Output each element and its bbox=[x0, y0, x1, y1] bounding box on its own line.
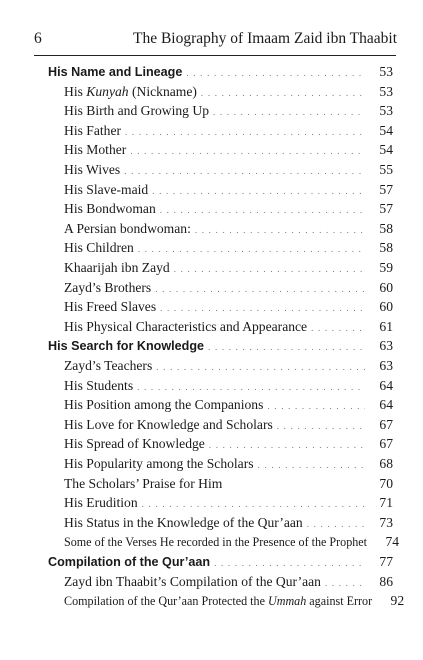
dot-leader bbox=[155, 284, 365, 294]
toc-entry-title: The Scholars’ Praise for Him bbox=[64, 475, 223, 491]
toc-section-entry bbox=[48, 554, 393, 573]
toc-page-number: 60 bbox=[379, 299, 393, 315]
dot-leader bbox=[160, 303, 365, 313]
toc-page-number: 54 bbox=[379, 142, 393, 158]
dot-leader bbox=[201, 88, 365, 98]
toc-entry bbox=[64, 260, 393, 279]
dot-leader bbox=[142, 499, 365, 509]
toc-entry-title: Compilation of the Qur’aan Protected the Ummah against Error bbox=[64, 594, 373, 609]
toc-page-number: 59 bbox=[379, 260, 393, 275]
toc-entry-title: His Students bbox=[64, 377, 134, 393]
toc-entry-title: His Search for Knowledge bbox=[48, 339, 205, 354]
toc-entry-title: His Erudition bbox=[64, 495, 138, 511]
toc-entry bbox=[64, 574, 393, 593]
toc-page-number: 67 bbox=[379, 436, 393, 452]
toc-entry-title: His Popularity among the Scholars bbox=[64, 456, 254, 471]
dot-leader bbox=[130, 146, 365, 156]
toc-page-number: 86 bbox=[379, 573, 393, 589]
toc-page-number: 73 bbox=[379, 514, 393, 530]
toc-page-number: 64 bbox=[379, 377, 393, 393]
toc-page-number: 63 bbox=[379, 358, 393, 373]
toc-entry bbox=[64, 397, 393, 416]
dot-leader bbox=[137, 382, 365, 392]
toc-entry-title: His Birth and Growing Up bbox=[64, 103, 209, 119]
toc-entry-title: Zayd’s Teachers bbox=[64, 358, 153, 373]
toc-entry bbox=[64, 280, 393, 299]
dot-leader bbox=[258, 460, 365, 470]
toc-entry bbox=[64, 84, 393, 103]
dot-leader bbox=[156, 362, 365, 372]
toc-page-number: 58 bbox=[379, 240, 393, 256]
dot-leader bbox=[214, 558, 365, 568]
toc-entry-title: His Children bbox=[64, 240, 134, 256]
toc-page-number: 53 bbox=[379, 64, 393, 79]
toc-entry-title: Zayd ibn Thaabit’s Compilation of the Qur’aan bbox=[64, 573, 321, 589]
toc-entry-title: His Wives bbox=[64, 162, 121, 177]
toc-entry bbox=[64, 103, 393, 122]
toc-entry bbox=[64, 123, 393, 142]
toc-page-number: 57 bbox=[379, 181, 393, 197]
toc-entry-title: His Kunyah (Nickname) bbox=[64, 83, 197, 99]
toc-page-number: 74 bbox=[385, 534, 400, 550]
toc-entry bbox=[64, 436, 393, 455]
toc-entry bbox=[64, 319, 393, 338]
toc-entry bbox=[64, 476, 393, 495]
toc-page-number: 61 bbox=[379, 318, 393, 334]
toc-entry bbox=[64, 417, 393, 436]
toc-page-number: 60 bbox=[379, 279, 393, 295]
toc-entry bbox=[64, 142, 393, 161]
toc-section-entry bbox=[48, 338, 393, 357]
dot-leader bbox=[209, 440, 365, 450]
toc-entry-title: His Physical Characteristics and Appearance bbox=[64, 318, 308, 334]
dot-leader bbox=[124, 166, 365, 176]
toc-entry bbox=[64, 299, 393, 318]
toc-entry-title: His Bondwoman bbox=[64, 201, 156, 217]
toc-entry-title: His Slave-maid bbox=[64, 181, 149, 197]
toc-entry-title: His Freed Slaves bbox=[64, 299, 157, 315]
toc-section-entry bbox=[48, 64, 393, 83]
toc-page-number: 54 bbox=[379, 122, 393, 138]
toc-entry-title: Zayd’s Brothers bbox=[64, 279, 152, 295]
dot-leader bbox=[277, 421, 365, 431]
toc-entry-title: His Name and Lineage bbox=[48, 65, 183, 79]
toc-entry bbox=[64, 495, 393, 514]
toc-page-number: 64 bbox=[379, 397, 393, 413]
toc-page-number: 53 bbox=[379, 103, 393, 119]
dot-leader bbox=[213, 107, 365, 117]
dot-leader bbox=[125, 127, 365, 137]
toc-entry bbox=[64, 358, 393, 377]
toc-entry-title: His Mother bbox=[64, 142, 127, 158]
page-header bbox=[0, 30, 423, 52]
dot-leader bbox=[152, 186, 365, 196]
toc-page-number: 58 bbox=[379, 220, 393, 236]
dot-leader bbox=[138, 244, 365, 254]
dot-leader bbox=[307, 519, 365, 529]
toc-entry-title: His Love for Knowledge and Scholars bbox=[64, 416, 273, 432]
toc-page-number: 55 bbox=[379, 162, 393, 177]
page-number: 6 bbox=[34, 30, 42, 47]
toc-entry bbox=[64, 456, 393, 475]
toc-page-number: 92 bbox=[390, 593, 405, 609]
toc-entry bbox=[64, 221, 393, 240]
toc-entry-title: A Persian bondwoman: bbox=[64, 220, 191, 236]
dot-leader bbox=[186, 68, 365, 78]
toc-entry bbox=[64, 515, 393, 534]
toc-entry-title: His Father bbox=[64, 122, 122, 138]
dot-leader bbox=[195, 225, 365, 235]
toc-page-number: 70 bbox=[379, 475, 393, 491]
toc-entry bbox=[64, 162, 393, 181]
toc-entry-title: Some of the Verses He recorded in the Presence of the Prophet bbox=[64, 535, 368, 550]
toc-entry bbox=[64, 593, 405, 612]
dot-leader bbox=[208, 342, 365, 352]
dot-leader bbox=[267, 401, 365, 411]
header-rule bbox=[34, 55, 396, 56]
dot-leader bbox=[160, 205, 365, 215]
toc-page-number: 57 bbox=[379, 201, 393, 217]
dot-leader bbox=[311, 323, 365, 333]
toc-entry bbox=[64, 378, 393, 397]
toc-entry bbox=[64, 201, 393, 220]
dot-leader bbox=[174, 264, 365, 274]
toc-page-number: 63 bbox=[379, 338, 393, 354]
toc-entry bbox=[64, 534, 400, 553]
toc-entry-title: Compilation of the Qur’aan bbox=[48, 555, 211, 569]
toc-page-number: 71 bbox=[379, 495, 393, 511]
toc-entry bbox=[64, 240, 393, 259]
toc-entry-title: His Spread of Knowledge bbox=[64, 436, 205, 452]
toc-page-number: 68 bbox=[379, 456, 393, 471]
toc-entry-title: Khaarijah ibn Zayd bbox=[64, 260, 170, 275]
toc-entry bbox=[64, 182, 393, 201]
toc-page-number: 53 bbox=[379, 83, 393, 99]
toc-page-number: 67 bbox=[379, 416, 393, 432]
dot-leader bbox=[325, 578, 365, 588]
toc-page-number: 77 bbox=[379, 554, 393, 569]
toc-entry-title: His Status in the Knowledge of the Qur’aan bbox=[64, 514, 303, 530]
toc-entry-title: His Position among the Companions bbox=[64, 397, 264, 413]
running-title: The Biography of Imaam Zaid ibn Thaabit bbox=[133, 30, 397, 47]
